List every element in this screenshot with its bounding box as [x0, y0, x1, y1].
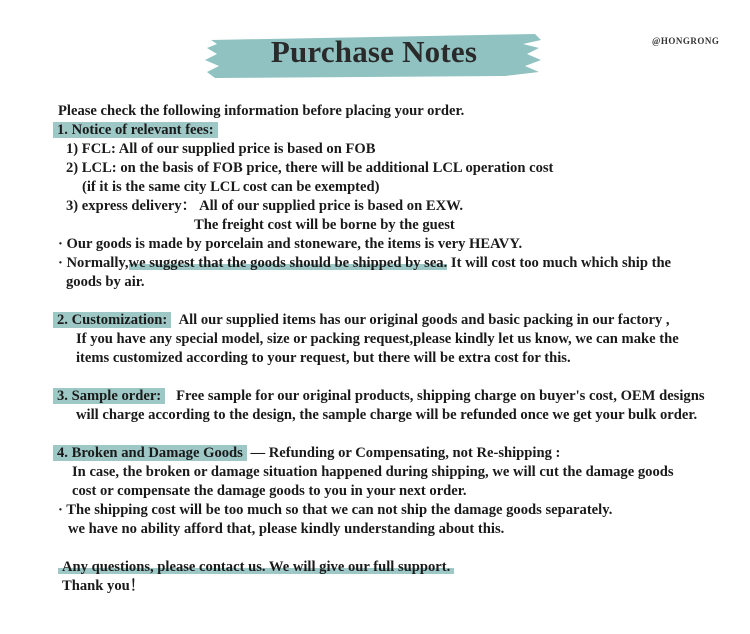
- section1-heading-label: 1. Notice of relevant fees:: [53, 122, 218, 138]
- bullet-sea-highlight: we suggest that the goods should be shipped by sea.: [128, 255, 448, 271]
- bullet-sea-suffix: It will cost too much which ship the: [447, 255, 672, 271]
- section4-heading: 4. Broken and Damage Goods: [53, 445, 247, 461]
- section3-heading-row: [53, 387, 705, 405]
- lcl-note: (if it is the same city LCL cost can be exempted): [82, 179, 380, 195]
- thanks-text: Thank you！: [62, 578, 145, 594]
- section3-heading: 3. Sample order:: [53, 388, 165, 404]
- contact-text: Any questions, please contact us. We will give our full support.: [58, 559, 454, 575]
- section3-text1: Free sample for our original products, shipping charge on buyer's cost, OEM designs: [176, 388, 705, 404]
- bullet-heavy: · Our goods is made by porcelain and stoneware, the items is very HEAVY.: [58, 236, 523, 252]
- section2-heading: 2. Customization:: [53, 312, 171, 328]
- lcl-text: 2) LCL: on the basis of FOB price, there will be additional LCL operation cost: [66, 160, 554, 176]
- section4-heading-row: [53, 444, 560, 462]
- section2-text3: items customized according to your request, but there will be extra cost for this.: [76, 350, 571, 366]
- section4-text2: cost or compensate the damage goods to you in your next order.: [72, 483, 467, 499]
- section4-heading-suffix: — Refunding or Compensating, not Re-shipping :: [250, 445, 561, 461]
- section2-text2: If you have any special model, size or packing request,please kindly let us know, we can make the: [76, 331, 679, 347]
- section4-bullet1: · The shipping cost will be too much so that we can not ship the damage goods separately.: [58, 502, 613, 518]
- section1-heading: [53, 121, 218, 139]
- section3-text2: will charge according to the design, the sample charge will be refunded once we get your bulk order.: [76, 407, 698, 423]
- bullet-sea-prefix: · Normally,: [58, 255, 129, 271]
- express-text: 3) express delivery： All of our supplied price is based on EXW.: [66, 198, 464, 214]
- bullet-sea: [58, 254, 671, 272]
- express-note: The freight cost will be borne by the guest: [194, 217, 455, 233]
- bullet-sea-continued: goods by air.: [66, 274, 145, 290]
- brand-watermark: @HONGRONG: [652, 36, 720, 46]
- section4-text1: In case, the broken or damage situation happened during shipping, we will cut the damage goods: [72, 464, 674, 480]
- page-title: Purchase Notes: [270, 34, 478, 69]
- section4-bullet2: we have no ability afford that, please kindly understanding about this.: [68, 521, 505, 537]
- fcl-text: 1) FCL: All of our supplied price is based on FOB: [66, 141, 376, 157]
- section2-heading-row: [53, 311, 670, 329]
- section2-text1: All our supplied items has our original goods and basic packing in our factory ,: [178, 312, 670, 328]
- intro-text: Please check the following information before placing your order.: [58, 103, 465, 119]
- contact-row: [58, 558, 454, 576]
